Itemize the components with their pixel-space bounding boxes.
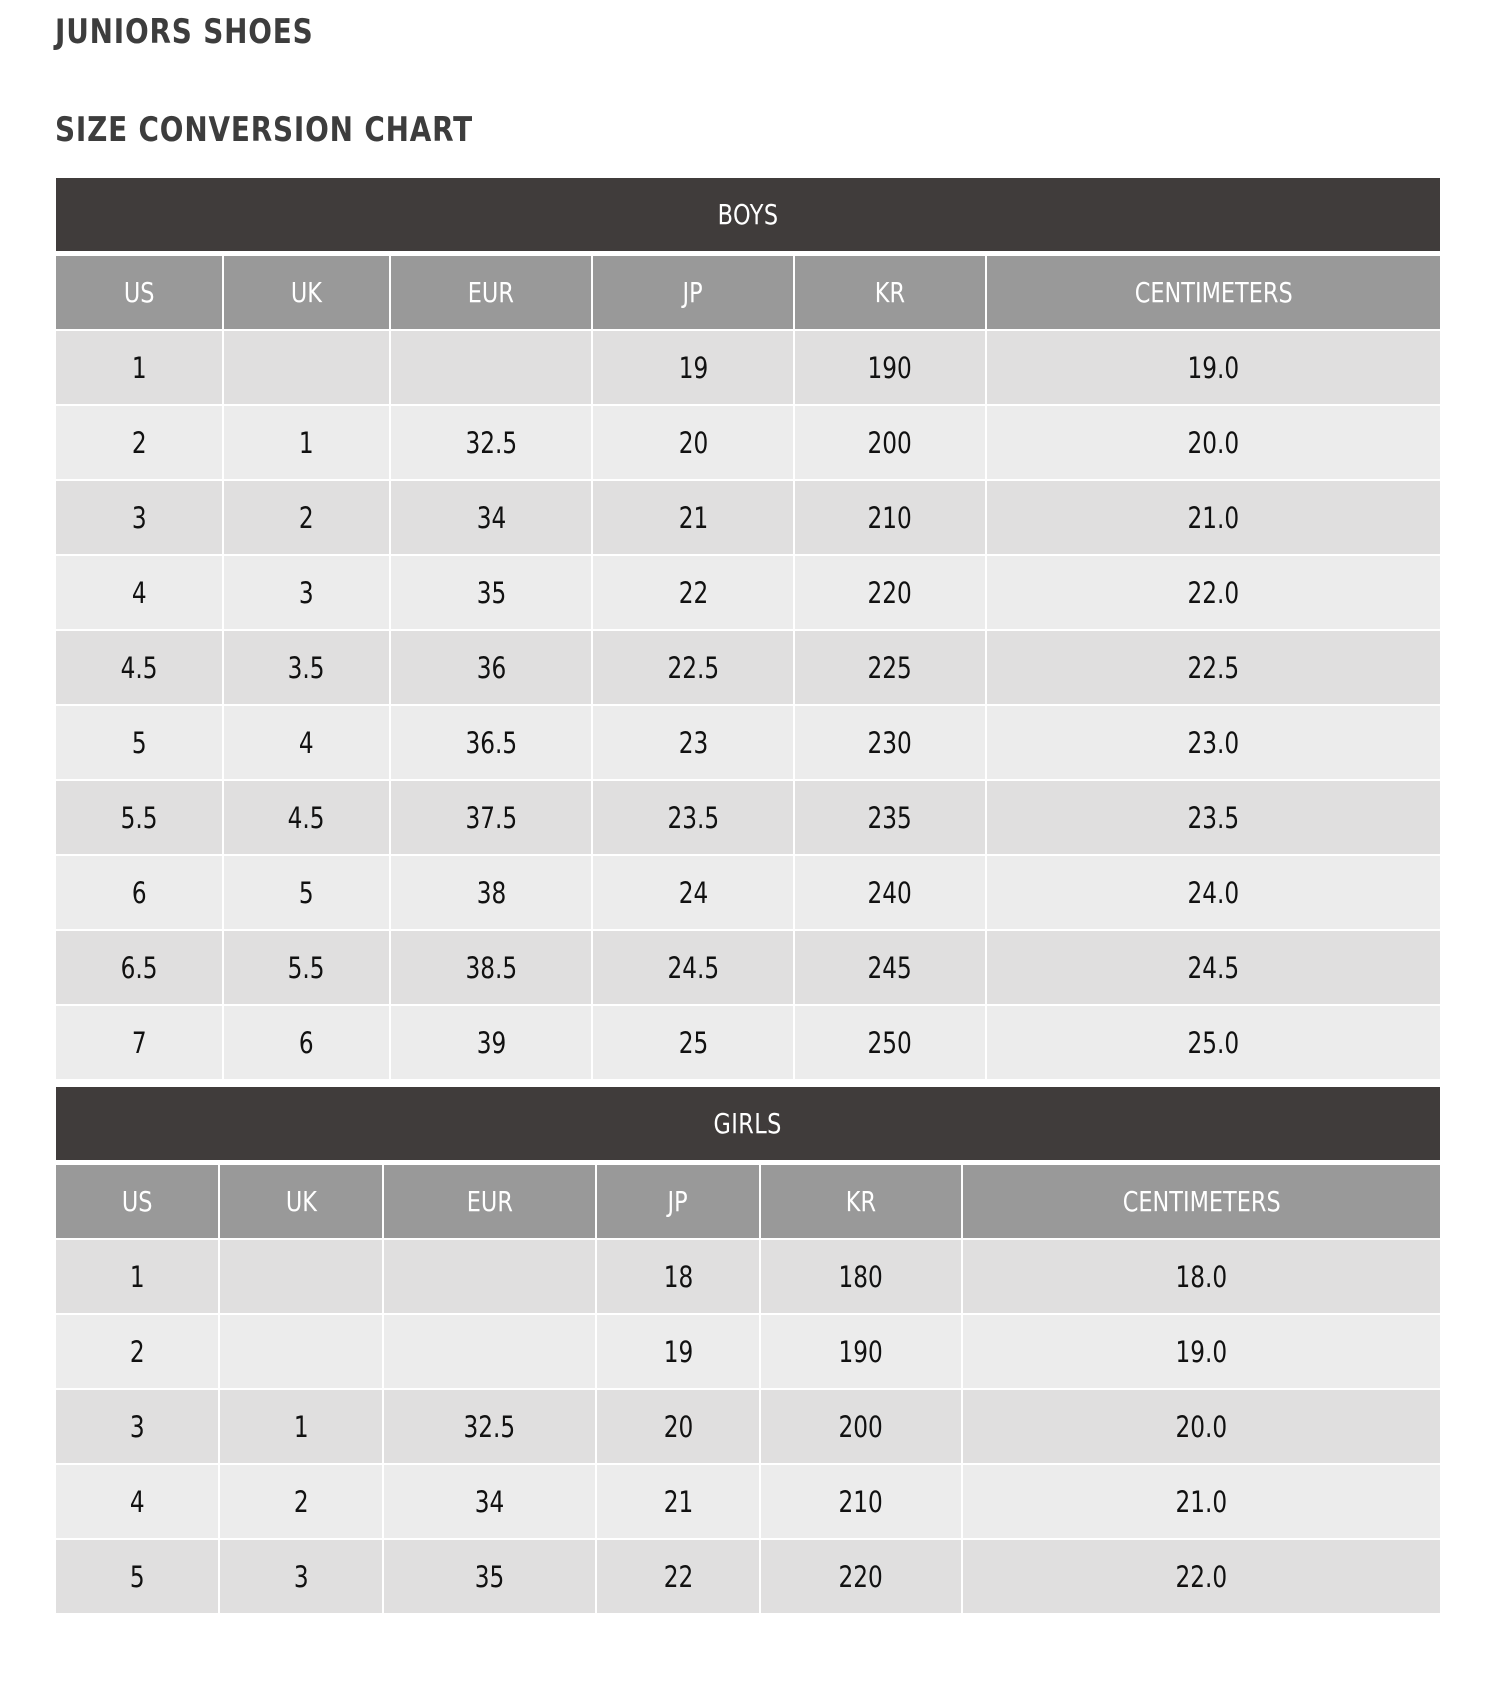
column-header-label: EUR (466, 1185, 513, 1218)
size-value: 25 (678, 1025, 708, 1060)
table-row (56, 330, 1440, 405)
table-row (56, 1239, 1440, 1314)
girls-size-block (56, 1087, 1440, 1615)
size-value: 2 (131, 425, 147, 460)
size-cell-uk (223, 630, 390, 705)
size-value: 19.0 (1187, 350, 1240, 385)
size-value: 21 (678, 500, 708, 535)
size-value: 2 (293, 1484, 309, 1519)
size-value: 1 (293, 1409, 309, 1444)
size-value: 19 (678, 350, 708, 385)
boys-table-header (56, 256, 1440, 330)
size-cell-jp (596, 1389, 760, 1464)
size-cell-us (56, 855, 223, 930)
boys-group-header (56, 178, 1440, 256)
girls-table-header (56, 1165, 1440, 1239)
size-value: 22 (678, 575, 708, 610)
size-value: 39 (476, 1025, 506, 1060)
table-row (56, 780, 1440, 855)
size-value: 34 (476, 500, 506, 535)
size-cell-us (56, 1389, 219, 1464)
size-cell-centimeters (962, 1314, 1440, 1389)
size-value: 37.5 (465, 800, 517, 835)
size-cell-eur (383, 1314, 596, 1389)
size-value: 24.5 (667, 950, 719, 985)
size-cell-centimeters (986, 330, 1440, 405)
column-header-label: KR (845, 1185, 877, 1218)
table-row (56, 1389, 1440, 1464)
column-header-centimeters (986, 256, 1440, 330)
size-value: 230 (867, 725, 913, 760)
size-value: 1 (129, 1259, 145, 1294)
size-cell-eur (390, 1005, 592, 1080)
size-value: 38.5 (465, 950, 517, 985)
size-cell-jp (592, 855, 794, 930)
size-value: 5 (131, 725, 147, 760)
size-value: 220 (838, 1559, 884, 1594)
size-value: 200 (867, 425, 913, 460)
size-value: 22 (663, 1559, 693, 1594)
size-cell-kr (760, 1539, 962, 1614)
size-value: 18.0 (1175, 1259, 1228, 1294)
table-row (56, 405, 1440, 480)
size-cell-centimeters (986, 1005, 1440, 1080)
size-cell-kr (794, 780, 986, 855)
size-cell-uk (219, 1389, 383, 1464)
size-cell-uk (223, 930, 390, 1005)
size-cell-uk (219, 1239, 383, 1314)
column-header-label: KR (874, 276, 906, 309)
size-cell-centimeters (986, 480, 1440, 555)
table-row (56, 1005, 1440, 1080)
table-row (56, 855, 1440, 930)
size-value: 4.5 (120, 650, 158, 685)
size-value: 21 (663, 1484, 693, 1519)
size-value: 2 (299, 500, 314, 535)
size-value: 22.0 (1187, 575, 1240, 610)
boys-size-table (56, 256, 1440, 1081)
table-row (56, 630, 1440, 705)
column-header-uk (219, 1165, 383, 1239)
size-value: 7 (131, 1025, 147, 1060)
size-cell-centimeters (962, 1464, 1440, 1539)
size-cell-uk (219, 1464, 383, 1539)
column-header-label: EUR (467, 276, 515, 309)
size-cell-jp (596, 1464, 760, 1539)
girls-header-row (56, 1165, 1440, 1239)
size-cell-kr (794, 855, 986, 930)
column-header-label: CENTIMETERS (1134, 276, 1293, 309)
size-cell-us (56, 1239, 219, 1314)
column-header-eur (390, 256, 592, 330)
size-value: 5.5 (120, 800, 158, 835)
table-row (56, 705, 1440, 780)
boys-table-body (56, 330, 1440, 1080)
size-value: 19.0 (1175, 1334, 1228, 1369)
size-value: 180 (838, 1259, 884, 1294)
size-value: 3 (293, 1559, 309, 1594)
size-cell-kr (794, 555, 986, 630)
size-cell-centimeters (986, 780, 1440, 855)
size-value: 5.5 (288, 950, 325, 985)
girls-size-table (56, 1165, 1440, 1615)
column-header-jp (596, 1165, 760, 1239)
size-value: 210 (867, 500, 913, 535)
size-value: 235 (867, 800, 913, 835)
size-cell-kr (794, 480, 986, 555)
size-value: 4 (131, 575, 147, 610)
size-cell-uk (223, 405, 390, 480)
size-value: 25.0 (1187, 1025, 1240, 1060)
size-value: 20.0 (1187, 425, 1240, 460)
section-title: SIZE CONVERSION CHART (55, 110, 474, 150)
table-row (56, 480, 1440, 555)
size-cell-kr (794, 405, 986, 480)
size-cell-centimeters (986, 855, 1440, 930)
size-cell-us (56, 630, 223, 705)
size-value: 240 (867, 875, 913, 910)
size-cell-jp (592, 405, 794, 480)
size-cell-eur (390, 330, 592, 405)
size-value: 21.0 (1187, 500, 1240, 535)
size-cell-uk (219, 1314, 383, 1389)
size-cell-jp (592, 480, 794, 555)
size-cell-jp (592, 780, 794, 855)
column-header-kr (760, 1165, 962, 1239)
column-header-label: US (121, 1185, 153, 1218)
page-title: JUNIORS SHOES (55, 12, 314, 52)
size-value: 36.5 (465, 725, 517, 760)
column-header-label: UK (290, 276, 323, 309)
size-value: 3 (131, 500, 147, 535)
size-cell-centimeters (986, 555, 1440, 630)
column-header-uk (223, 256, 390, 330)
size-value: 32.5 (465, 425, 517, 460)
size-value: 1 (131, 350, 147, 385)
size-cell-eur (390, 855, 592, 930)
size-cell-kr (760, 1239, 962, 1314)
size-cell-kr (760, 1389, 962, 1464)
size-cell-centimeters (986, 930, 1440, 1005)
size-cell-us (56, 1314, 219, 1389)
girls-group-header (56, 1087, 1440, 1165)
size-cell-uk (223, 480, 390, 555)
size-cell-kr (760, 1464, 962, 1539)
size-value: 1 (299, 425, 314, 460)
size-cell-centimeters (962, 1239, 1440, 1314)
size-cell-uk (223, 330, 390, 405)
boys-header-row (56, 256, 1440, 330)
size-value: 20.0 (1175, 1409, 1228, 1444)
size-cell-eur (390, 555, 592, 630)
column-header-eur (383, 1165, 596, 1239)
column-header-us (56, 256, 223, 330)
table-row (56, 1539, 1440, 1614)
column-header-label: CENTIMETERS (1122, 1185, 1281, 1218)
size-cell-kr (794, 705, 986, 780)
table-row (56, 1314, 1440, 1389)
size-cell-centimeters (962, 1539, 1440, 1614)
size-value: 23.0 (1187, 725, 1240, 760)
size-value: 5 (299, 875, 314, 910)
column-header-label: JP (682, 276, 704, 309)
size-value: 220 (867, 575, 913, 610)
table-row (56, 1464, 1440, 1539)
size-cell-kr (794, 330, 986, 405)
size-cell-jp (596, 1314, 760, 1389)
size-value: 23 (678, 725, 708, 760)
column-header-label: UK (285, 1185, 317, 1218)
size-value: 225 (867, 650, 913, 685)
size-cell-eur (383, 1389, 596, 1464)
size-cell-uk (223, 705, 390, 780)
size-cell-centimeters (962, 1389, 1440, 1464)
size-cell-centimeters (986, 405, 1440, 480)
size-cell-uk (219, 1539, 383, 1614)
size-cell-us (56, 1464, 219, 1539)
boys-size-block (56, 178, 1440, 1081)
size-value: 34 (474, 1484, 505, 1519)
size-cell-eur (383, 1239, 596, 1314)
size-value: 3.5 (288, 650, 325, 685)
table-row (56, 555, 1440, 630)
size-value: 19 (663, 1334, 693, 1369)
table-row (56, 930, 1440, 1005)
size-value: 6 (299, 1025, 314, 1060)
size-value: 20 (678, 425, 708, 460)
size-value: 4.5 (288, 800, 325, 835)
size-cell-us (56, 555, 223, 630)
size-value: 4 (129, 1484, 145, 1519)
size-value: 20 (663, 1409, 693, 1444)
size-value: 3 (299, 575, 314, 610)
size-cell-eur (390, 780, 592, 855)
size-cell-jp (592, 1005, 794, 1080)
size-value: 23.5 (1187, 800, 1240, 835)
size-cell-jp (596, 1539, 760, 1614)
girls-group-label: GIRLS (713, 1107, 783, 1140)
size-cell-centimeters (986, 705, 1440, 780)
size-cell-eur (390, 930, 592, 1005)
girls-table-body (56, 1239, 1440, 1614)
size-cell-jp (592, 330, 794, 405)
size-value: 210 (838, 1484, 884, 1519)
column-header-us (56, 1165, 219, 1239)
size-value: 6.5 (120, 950, 158, 985)
size-value: 22.0 (1175, 1559, 1228, 1594)
size-value: 23.5 (667, 800, 719, 835)
column-header-kr (794, 256, 986, 330)
size-value: 22.5 (667, 650, 719, 685)
size-cell-jp (596, 1239, 760, 1314)
size-cell-uk (223, 1005, 390, 1080)
size-value: 24.5 (1187, 950, 1240, 985)
size-cell-us (56, 930, 223, 1005)
size-cell-us (56, 780, 223, 855)
column-header-jp (592, 256, 794, 330)
boys-group-label: BOYS (717, 198, 779, 231)
size-cell-eur (390, 705, 592, 780)
column-header-label: JP (667, 1185, 689, 1218)
size-value: 21.0 (1175, 1484, 1228, 1519)
size-value: 35 (474, 1559, 505, 1594)
column-header-centimeters (962, 1165, 1440, 1239)
size-value: 190 (838, 1334, 884, 1369)
size-cell-jp (592, 705, 794, 780)
size-value: 22.5 (1187, 650, 1240, 685)
size-value: 5 (129, 1559, 145, 1594)
size-cell-jp (592, 930, 794, 1005)
size-cell-eur (390, 480, 592, 555)
size-cell-us (56, 480, 223, 555)
size-cell-us (56, 1005, 223, 1080)
size-cell-kr (794, 930, 986, 1005)
size-cell-jp (592, 555, 794, 630)
size-cell-uk (223, 555, 390, 630)
size-value: 24 (678, 875, 708, 910)
size-cell-kr (794, 1005, 986, 1080)
size-cell-centimeters (986, 630, 1440, 705)
size-value: 2 (129, 1334, 145, 1369)
size-value: 35 (476, 575, 506, 610)
size-value: 6 (131, 875, 147, 910)
size-value: 200 (838, 1409, 884, 1444)
size-cell-kr (794, 630, 986, 705)
size-cell-us (56, 405, 223, 480)
size-cell-us (56, 1539, 219, 1614)
size-cell-eur (383, 1539, 596, 1614)
size-cell-eur (383, 1464, 596, 1539)
size-cell-uk (223, 855, 390, 930)
size-value: 250 (867, 1025, 913, 1060)
size-value: 24.0 (1187, 875, 1240, 910)
size-value: 3 (129, 1409, 145, 1444)
size-cell-us (56, 705, 223, 780)
size-value: 4 (299, 725, 314, 760)
size-cell-uk (223, 780, 390, 855)
size-value: 38 (476, 875, 506, 910)
size-cell-kr (760, 1314, 962, 1389)
size-value: 32.5 (463, 1409, 516, 1444)
column-header-label: US (123, 276, 155, 309)
size-cell-eur (390, 405, 592, 480)
size-value: 36 (476, 650, 506, 685)
size-value: 190 (867, 350, 913, 385)
size-cell-us (56, 330, 223, 405)
size-cell-eur (390, 630, 592, 705)
size-value: 18 (663, 1259, 693, 1294)
size-value: 245 (867, 950, 913, 985)
size-cell-jp (592, 630, 794, 705)
